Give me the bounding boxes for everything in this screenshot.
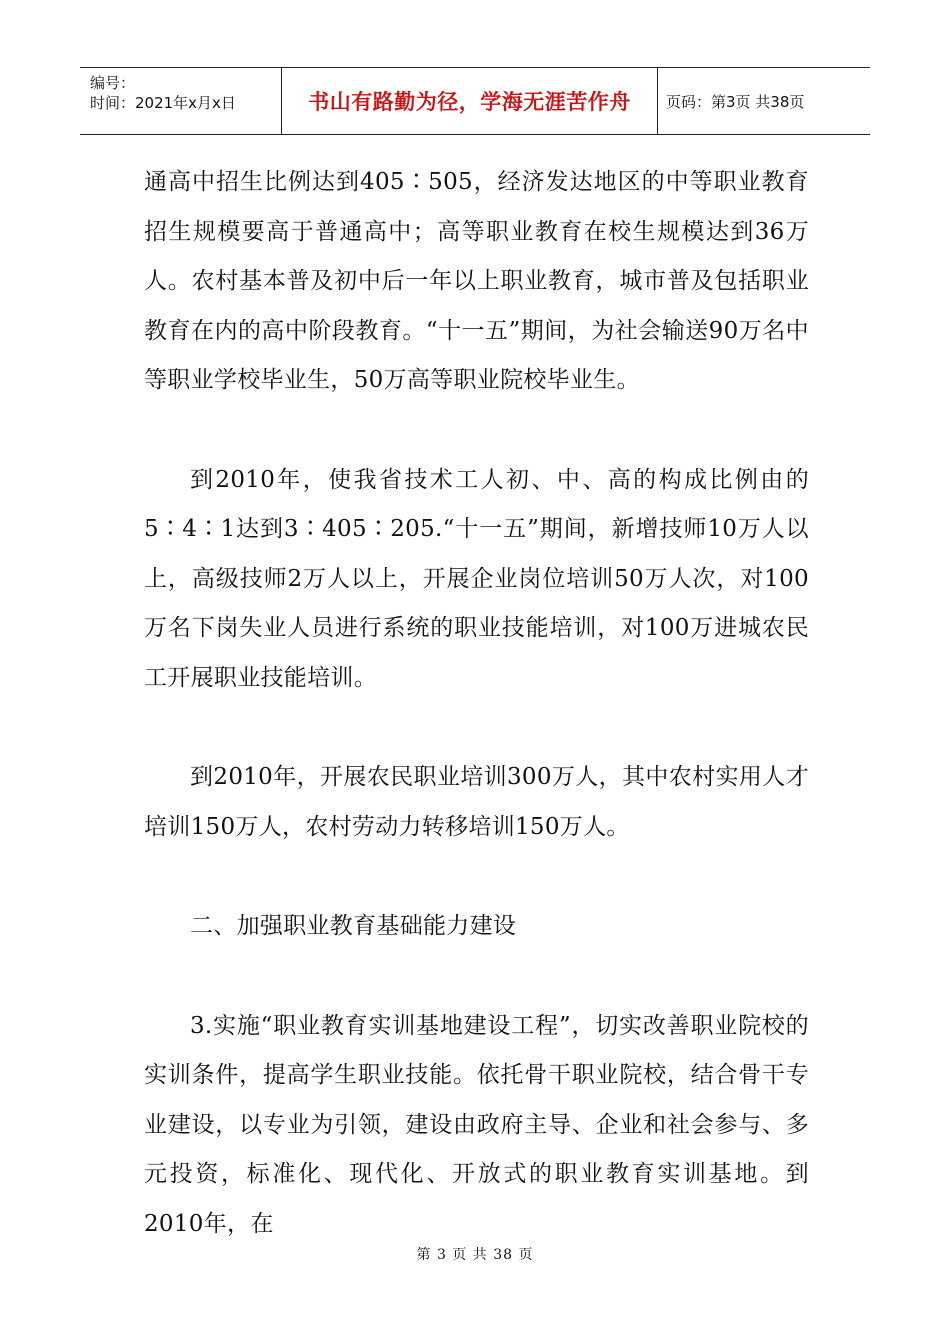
header-motto: 书山有路勤为径，学海无涯苦作舟 (282, 68, 658, 134)
section-heading: 二、加强职业教育基础能力建设 (190, 913, 517, 939)
paragraph-farmer-training: 到2010年，开展农民职业培训300万人，其中农村实用人才培训150万人，农村劳动力转移培训150万人。 (144, 764, 809, 840)
header-meta-cell (80, 68, 282, 134)
document-header (80, 67, 870, 135)
paragraph-training-base: 3.实施“职业教育实训基地建设工程”，切实改善职业院校的实训条件，提高学生职业技能。依托骨干职业院校，结合骨干专业建设，以专业为引领，建设由政府主导、企业和社会参与、多元投资，标准化、现代化、开放式的职业教育实训基地。到2010年，在 (144, 1012, 809, 1237)
document-body (144, 158, 809, 1249)
paragraph-continuation: 通高中招生比例达到405∶505，经济发达地区的中等职业教育招生规模要高于普通高中；高等职业教育在校生规模达到36万人。农村基本普及初中后一年以上职业教育，城市普及包括职业教育在内的高中阶段教育。“十一五”期间，为社会输送90万名中等职业学校毕业生，50万高等职业院校毕业生。 (144, 169, 809, 393)
document-date: 时间：2021年x月x日 (90, 94, 236, 112)
page-footer: 第 3 页 共 38 页 (416, 1247, 534, 1263)
document-number-label: 编号： (90, 74, 136, 92)
paragraph-technician-goals: 到2010年，使我省技术工人初、中、高的构成比例由的5∶4∶1达到3∶405∶205.“十一五”期间，新增技师10万人以上，高级技师2万人以上，开展企业岗位培训50万人次，对100万名下岗失业人员进行系统的职业技能培训，对100万进城农民工开展职业技能培训。 (144, 466, 809, 691)
header-page-info: 页码：第3页 共38页 (666, 92, 805, 111)
